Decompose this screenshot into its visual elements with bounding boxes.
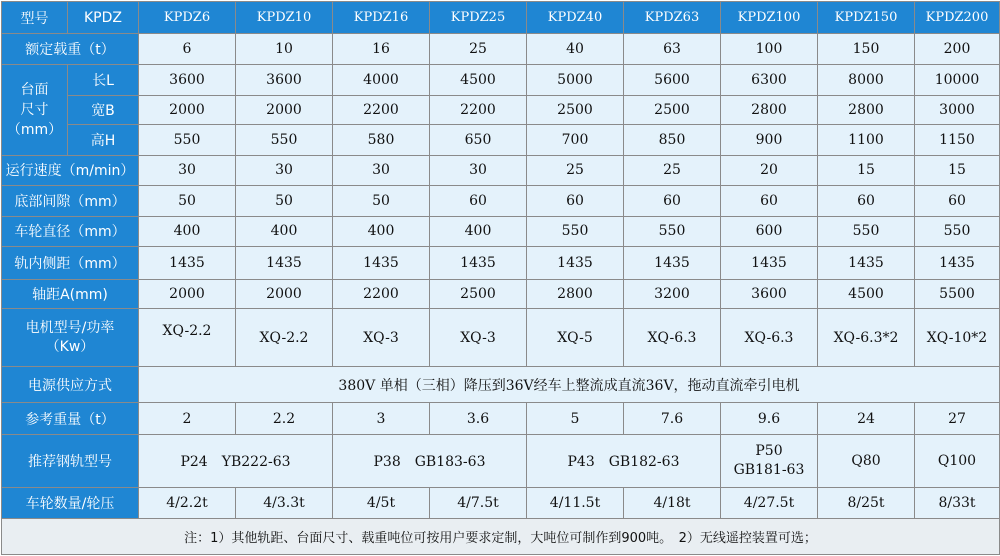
cell: 7.6 <box>624 403 721 435</box>
cell: 2500 <box>430 279 527 308</box>
cell: XQ-6.3 <box>624 309 721 367</box>
cell: 100 <box>721 34 818 65</box>
cell: 50 <box>236 185 333 216</box>
cell: XQ-2.2 <box>236 309 333 367</box>
cell: 1435 <box>721 246 818 279</box>
cell: 1435 <box>818 246 915 279</box>
cell: 2800 <box>527 279 624 308</box>
cell: 400 <box>430 216 527 246</box>
cell: 4/3.3t <box>236 487 333 518</box>
cell: 30 <box>139 155 236 185</box>
cell: 2200 <box>333 279 430 308</box>
cell: 1435 <box>430 246 527 279</box>
table-row <box>2 309 1000 367</box>
cell: 5500 <box>915 279 1000 308</box>
cell: 150 <box>818 34 915 65</box>
cell: 600 <box>721 216 818 246</box>
model-header: KPDZ150 <box>818 2 915 34</box>
cell: 60 <box>721 185 818 216</box>
model-label: 型号 <box>2 2 68 34</box>
row-label-speed: 运行速度（m/min） <box>2 155 139 185</box>
note-row <box>2 518 1000 554</box>
cell: 60 <box>818 185 915 216</box>
table-row <box>2 216 1000 246</box>
cell: 2.2 <box>236 403 333 435</box>
rail-p50-line2: GB181-63 <box>733 462 805 479</box>
cell: 6 <box>139 34 236 65</box>
cell: 2200 <box>333 96 430 125</box>
row-label-rail: 推荐钢轨型号 <box>2 435 139 487</box>
rail-q80: Q80 <box>818 435 915 487</box>
cell: 4/2.2t <box>139 487 236 518</box>
cell: 8/25t <box>818 487 915 518</box>
cell: 2500 <box>527 96 624 125</box>
cell: 25 <box>527 155 624 185</box>
row-label-clearance: 底部间隙（mm） <box>2 185 139 216</box>
cell: 4500 <box>818 279 915 308</box>
cell: 2800 <box>721 96 818 125</box>
cell: 3200 <box>624 279 721 308</box>
model-header: KPDZ16 <box>333 2 430 34</box>
cell: 550 <box>818 216 915 246</box>
model-header: KPDZ200 <box>915 2 1000 34</box>
cell: 580 <box>333 125 430 155</box>
cell: 1435 <box>624 246 721 279</box>
cell: 4000 <box>333 65 430 96</box>
cell: 9.6 <box>721 403 818 435</box>
cell: 3 <box>333 403 430 435</box>
cell: 4/5t <box>333 487 430 518</box>
cell: 15 <box>915 155 1000 185</box>
table-row <box>2 403 1000 435</box>
cell: 30 <box>333 155 430 185</box>
row-label-load: 额定载重（t） <box>2 34 139 65</box>
cell: 20 <box>721 155 818 185</box>
cell: 30 <box>236 155 333 185</box>
cell: 8/33t <box>915 487 1000 518</box>
model-header: KPDZ100 <box>721 2 818 34</box>
cell: 10 <box>236 34 333 65</box>
platform-label-line2: 尺寸 <box>20 101 49 118</box>
cell: XQ-6.3 <box>721 309 818 367</box>
cell: 30 <box>430 155 527 185</box>
cell: XQ-10*2 <box>915 309 1000 367</box>
table-row <box>2 435 1000 487</box>
motor-label-line2: （Kw） <box>45 338 95 355</box>
cell: 550 <box>139 125 236 155</box>
cell: 16 <box>333 34 430 65</box>
cell: 1435 <box>527 246 624 279</box>
cell: 700 <box>527 125 624 155</box>
cell: 2200 <box>430 96 527 125</box>
row-label-power-supply: 电源供应方式 <box>2 367 139 403</box>
cell: 60 <box>527 185 624 216</box>
cell: 27 <box>915 403 1000 435</box>
rail-group-1: P24 YB222-63 <box>139 435 333 487</box>
cell: 900 <box>721 125 818 155</box>
model-header: KPDZ10 <box>236 2 333 34</box>
cell: 24 <box>818 403 915 435</box>
cell: 550 <box>527 216 624 246</box>
cell: 3600 <box>721 279 818 308</box>
cell: 8000 <box>818 65 915 96</box>
cell: XQ-6.3*2 <box>818 309 915 367</box>
row-label-width: 宽B <box>68 96 139 125</box>
cell: 2000 <box>139 96 236 125</box>
spec-table <box>1 1 1000 555</box>
cell: 25 <box>430 34 527 65</box>
cell: 1150 <box>915 125 1000 155</box>
platform-size-label <box>2 65 68 155</box>
cell: 550 <box>624 216 721 246</box>
row-label-wheel-diameter: 车轮直径（mm） <box>2 216 139 246</box>
table-row <box>2 367 1000 403</box>
cell: 60 <box>430 185 527 216</box>
rail-group-2: P38 GB183-63 <box>333 435 527 487</box>
rail-group-3: P43 GB182-63 <box>527 435 721 487</box>
table-row <box>2 34 1000 65</box>
cell: 4500 <box>430 65 527 96</box>
rail-p50 <box>721 435 818 487</box>
model-header: KPDZ40 <box>527 2 624 34</box>
cell: 2 <box>139 403 236 435</box>
cell: 40 <box>527 34 624 65</box>
cell: 2000 <box>236 96 333 125</box>
row-label-wheels: 车轮数量/轮压 <box>2 487 139 518</box>
model-header: KPDZ25 <box>430 2 527 34</box>
cell: 2800 <box>818 96 915 125</box>
cell: 60 <box>915 185 1000 216</box>
cell: 1435 <box>236 246 333 279</box>
cell: 650 <box>430 125 527 155</box>
row-label-wheelbase: 轴距A(mm) <box>2 279 139 308</box>
power-supply-value: 380V 单相（三相）降压到36V经车上整流成直流36V，拖动直流牵引电机 <box>139 367 1000 403</box>
model-header: KPDZ6 <box>139 2 236 34</box>
table-row <box>2 487 1000 518</box>
cell: XQ-3 <box>430 309 527 367</box>
cell: 15 <box>818 155 915 185</box>
cell: 400 <box>333 216 430 246</box>
cell: 25 <box>624 155 721 185</box>
motor-label-line1: 电机型号/功率 <box>25 319 115 336</box>
cell: 10000 <box>915 65 1000 96</box>
cell: 6300 <box>721 65 818 96</box>
row-label-height: 高H <box>68 125 139 155</box>
series-label: KPDZ <box>68 2 139 34</box>
row-label-weight: 参考重量（t） <box>2 403 139 435</box>
table-row <box>2 155 1000 185</box>
row-label-track-gauge: 轨内侧距（mm） <box>2 246 139 279</box>
table-row <box>2 185 1000 216</box>
table-row <box>2 279 1000 308</box>
cell: 550 <box>915 216 1000 246</box>
cell: 2000 <box>139 279 236 308</box>
cell: 400 <box>236 216 333 246</box>
cell: 200 <box>915 34 1000 65</box>
cell: 400 <box>139 216 236 246</box>
cell: 63 <box>624 34 721 65</box>
cell: 550 <box>236 125 333 155</box>
row-label-motor <box>2 309 139 367</box>
cell: 1435 <box>915 246 1000 279</box>
header-row <box>2 2 1000 34</box>
cell: 4/7.5t <box>430 487 527 518</box>
cell: 50 <box>333 185 430 216</box>
cell: 50 <box>139 185 236 216</box>
cell: 3000 <box>915 96 1000 125</box>
rail-p50-line1: P50 <box>755 443 783 460</box>
cell: 5 <box>527 403 624 435</box>
cell: 2500 <box>624 96 721 125</box>
cell: XQ-3 <box>333 309 430 367</box>
cell: 4/11.5t <box>527 487 624 518</box>
cell: 4/27.5t <box>721 487 818 518</box>
cell: 5600 <box>624 65 721 96</box>
cell: XQ-2.2 <box>139 309 236 367</box>
cell: 60 <box>624 185 721 216</box>
cell: 3600 <box>139 65 236 96</box>
cell: 3.6 <box>430 403 527 435</box>
cell: 1100 <box>818 125 915 155</box>
cell: 3600 <box>236 65 333 96</box>
table-row <box>2 96 1000 125</box>
platform-label-line3: （mm） <box>6 121 63 138</box>
cell: 850 <box>624 125 721 155</box>
model-header: KPDZ63 <box>624 2 721 34</box>
rail-q100: Q100 <box>915 435 1000 487</box>
footnote: 注：1）其他轨距、台面尺寸、载重吨位可按用户要求定制，大吨位可制作到900吨。 2）无线遥控装置可选； <box>2 518 1000 554</box>
platform-label-line1: 台面 <box>20 81 49 98</box>
table-row <box>2 125 1000 155</box>
cell: 2000 <box>236 279 333 308</box>
cell: 4/18t <box>624 487 721 518</box>
row-label-length: 长L <box>68 65 139 96</box>
cell: 5000 <box>527 65 624 96</box>
cell: 1435 <box>139 246 236 279</box>
table-row <box>2 246 1000 279</box>
table-row <box>2 65 1000 96</box>
cell: XQ-5 <box>527 309 624 367</box>
cell: 1435 <box>333 246 430 279</box>
